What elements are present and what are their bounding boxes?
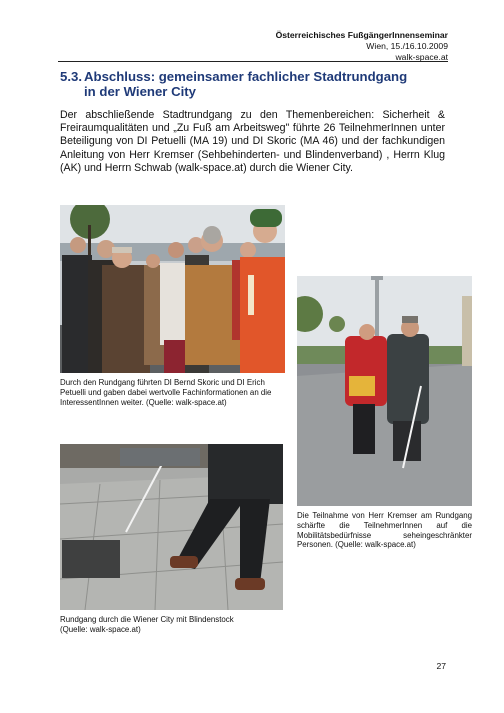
section-number: 5.3. — [60, 69, 82, 84]
page-number: 27 — [436, 661, 446, 671]
caption-photo3 — [60, 615, 285, 635]
header-site: walk-space.at — [395, 52, 448, 62]
photo-blindenstock — [60, 444, 283, 610]
caption-photo3-line1: Rundgang durch die Wiener City mit Blindenstock — [60, 615, 234, 624]
header-organization: Österreichisches FußgängerInnenseminar — [275, 30, 448, 40]
photo-kremser — [297, 276, 472, 506]
caption-photo1: Durch den Rundgang führten DI Bernd Skoric und DI Erich Petuelli und gaben dabei wertvolle Fachinformationen an die InteressentInnen weiter. (Quelle: walk-space.at) — [60, 378, 272, 407]
caption-photo2: Die Teilnahme von Herr Kremser am Rundgang schärfte die TeilnehmerInnen auf die Mobilitätsbedürfnisse seheingeschränkter Personen. (Quelle: walk-space.at) — [297, 511, 472, 550]
section-title-line2: in der Wiener City — [84, 84, 196, 99]
page-header — [276, 30, 448, 63]
caption-photo3-line2: (Quelle: walk-space.at) — [60, 624, 141, 634]
body-paragraph: Der abschließende Stadtrundgang zu den Themenbereichen: Sicherheit & Freiraumqualitäten und „Zu Fuß am Arbeitsweg" führte 26 TeilnehmerInnen unter Beteiligung von DI Petuelli (MA 19) und DI Skoric (MA 46) und der fachkundigen Anleitung von Herr Kremser (Sehbehinderten- und Blindenverband) , Herrn Klug (AK) und Herrn Schwab (walk-space.at) durch die Wiener City. — [60, 109, 445, 174]
section-title — [60, 69, 460, 99]
header-rule — [58, 61, 448, 62]
section-title-line1: Abschluss: gemeinsamer fachlicher Stadtrundgang — [84, 69, 408, 84]
header-date: Wien, 15./16.10.2009 — [366, 41, 448, 51]
photo-group-tour — [60, 205, 285, 373]
